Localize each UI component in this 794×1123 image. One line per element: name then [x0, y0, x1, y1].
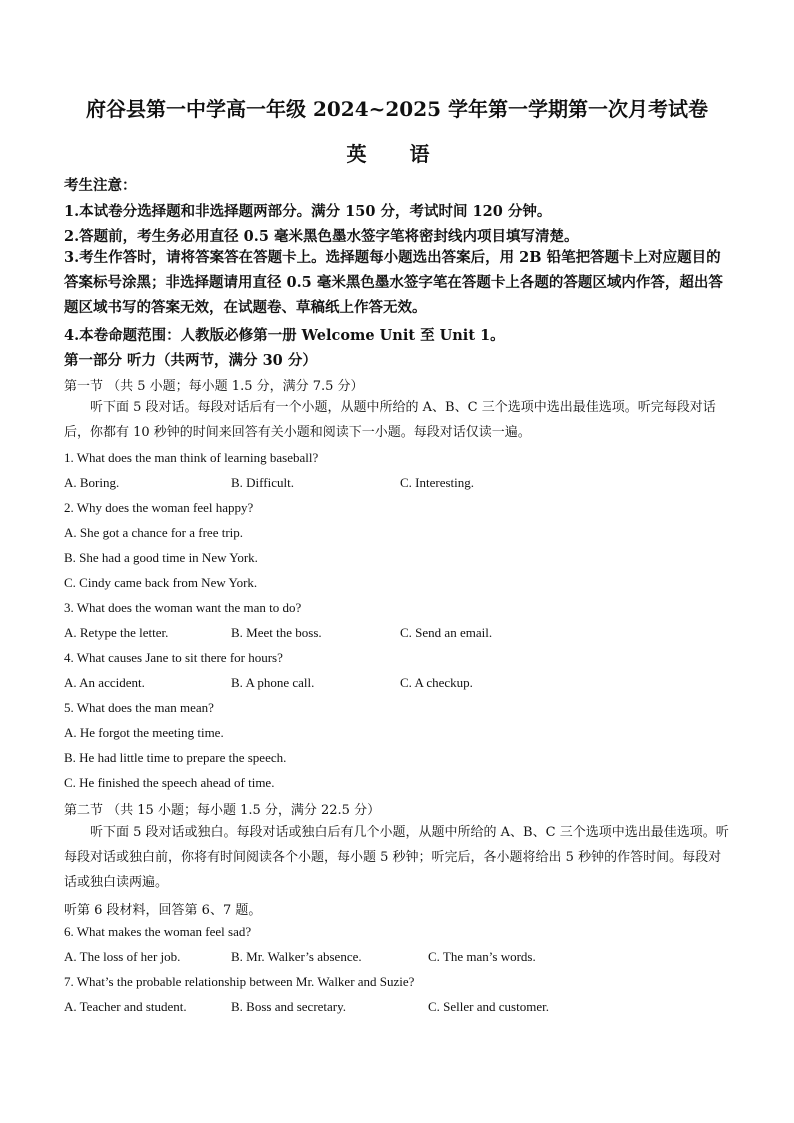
q4-option-b: B. A phone call. [231, 675, 315, 690]
section2-heading: 第二节 （共 15 小题；每小题 1.5 分，满分 22.5 分） [64, 803, 381, 818]
q3-option-a: A. Retype the letter. [64, 625, 169, 640]
exam-title: 府谷县第一中学高一年级 2024~2025 学年第一学期第一次月考试卷 [85, 97, 708, 121]
question-1: 1. What does the man think of learning baseball? [64, 450, 319, 465]
notice-item-3: 3.考生作答时，请将答案答在答题卡上。选择题每小题选出答案后，用 2B 铅笔把答题卡上对应题目的答案标号涂黑；非选择题请用直径 0.5 毫米黑色墨水签字笔在答题卡上各题的答题区域内作答，超出答题区域书写的答案无效，在试题卷、草稿纸上作答无效。 [64, 249, 723, 316]
part1-heading: 第一部分 听力（共两节，满分 30 分） [64, 352, 317, 369]
material-note: 听第 6 段材料，回答第 6、7 题。 [64, 903, 262, 918]
notice-item-4: 4.本卷命题范围：人教版必修第一册 Welcome Unit 至 Unit 1。 [64, 327, 505, 344]
notice-item-2: 2.答题前，考生务必用直径 0.5 毫米黑色墨水签字笔将密封线内项目填写清楚。 [64, 228, 579, 245]
q1-option-b: B. Difficult. [231, 475, 294, 490]
section1-instructions: 听下面 5 段对话。每段对话后有一个小题，从题中所给的 A、B、C 三个选项中选出最佳选项。听完每段对话后，你都有 10 秒钟的时间来回答有关小题和阅读下一小题。每段对话仅读一遍。 [64, 400, 716, 440]
question-6: 6. What makes the woman feel sad? [64, 924, 252, 939]
q6-option-a: A. The loss of her job. [64, 949, 181, 964]
question-7: 7. What’s the probable relationship between Mr. Walker and Suzie? [64, 974, 415, 989]
q2-option-c: C. Cindy came back from New York. [64, 575, 258, 590]
q6-option-b: B. Mr. Walker’s absence. [231, 949, 362, 964]
q5-option-a: A. He forgot the meeting time. [64, 725, 224, 740]
section2-instructions: 听下面 5 段对话或独白。每段对话或独白后有几个小题，从题中所给的 A、B、C 三个选项中选出最佳选项。听每段对话或独白前，你将有时间阅读各个小题，每小题 5 秒钟；听完后，各小题将给出 5 秒钟的作答时间。每段对话或独白读两遍。 [64, 825, 729, 890]
q7-option-b: B. Boss and secretary. [231, 999, 347, 1014]
q5-option-c: C. He finished the speech ahead of time. [64, 775, 275, 790]
notice-item-1: 1.本试卷分选择题和非选择题两部分。满分 150 分，考试时间 120 分钟。 [64, 203, 552, 220]
q4-option-c: C. A checkup. [400, 675, 473, 690]
q1-option-a: A. Boring. [64, 475, 120, 490]
q3-option-b: B. Meet the boss. [231, 625, 322, 640]
subject-title: 英 语 [346, 142, 448, 166]
q4-option-a: A. An accident. [64, 675, 145, 690]
q7-option-a: A. Teacher and student. [64, 999, 187, 1014]
notice-heading: 考生注意： [64, 177, 137, 194]
question-4: 4. What causes Jane to sit there for hours? [64, 650, 283, 665]
q7-option-c: C. Seller and customer. [428, 999, 549, 1014]
question-5: 5. What does the man mean? [64, 700, 214, 715]
question-2: 2. Why does the woman feel happy? [64, 500, 254, 515]
q1-option-c: C. Interesting. [400, 475, 475, 490]
q6-option-c: C. The man’s words. [428, 949, 536, 964]
q5-option-b: B. He had little time to prepare the speech. [64, 750, 287, 765]
q2-option-b: B. She had a good time in New York. [64, 550, 258, 565]
question-3: 3. What does the woman want the man to do? [64, 600, 302, 615]
section1-heading: 第一节 （共 5 小题；每小题 1.5 分，满分 7.5 分） [64, 379, 364, 394]
q3-option-c: C. Send an email. [400, 625, 493, 640]
q2-option-a: A. She got a chance for a free trip. [64, 525, 244, 540]
